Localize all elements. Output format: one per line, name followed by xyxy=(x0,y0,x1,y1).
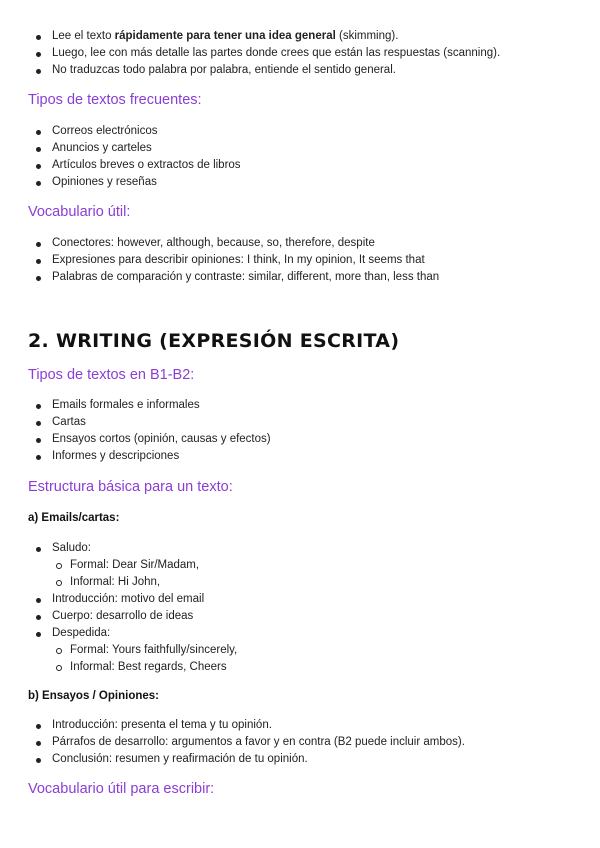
text-run: Despedida: xyxy=(52,627,111,639)
list-item: Correos electrónicos xyxy=(0,123,241,140)
vocabulary-list xyxy=(0,235,439,286)
list-item: Introducción: presenta el tema y tu opinión. xyxy=(0,717,465,734)
list-item xyxy=(0,45,500,62)
text-run: Saludo: xyxy=(52,542,92,554)
writing-text-types-list xyxy=(0,397,271,465)
list-item: Conectores: however, although, because, so, therefore, despite xyxy=(0,235,439,252)
list-item: Cuerpo: desarrollo de ideas xyxy=(0,608,237,625)
list-item: Conclusión: resumen y reafirmación de tu opinión. xyxy=(0,751,465,768)
text-run: Luego, lee con más detalle las partes donde crees que están las respuestas (scanning). xyxy=(52,47,501,59)
sublist-item: Informal: Hi John, xyxy=(0,574,237,591)
list-item xyxy=(0,625,237,676)
list-item: Ensayos cortos (opinión, causas y efectos) xyxy=(0,431,271,448)
section-heading: Vocabulario útil para escribir: xyxy=(28,781,215,797)
list-item: Emails formales e informales xyxy=(0,397,271,414)
reading-tips-list xyxy=(0,28,500,79)
list-item: Expresiones para describir opiniones: I think, In my opinion, It seems that xyxy=(0,252,439,269)
text-run: (skimming). xyxy=(335,30,399,42)
list-item: Párrafos de desarrollo: argumentos a favor y en contra (B2 puede incluir ambos). xyxy=(0,734,465,751)
essay-structure-list xyxy=(0,717,465,768)
list-item: Palabras de comparación y contraste: similar, different, more than, less than xyxy=(0,269,439,286)
subsection-heading: a) Emails/cartas: xyxy=(28,512,120,524)
list-item xyxy=(0,62,500,79)
text-types-list xyxy=(0,123,241,191)
section-heading: Vocabulario útil: xyxy=(28,204,131,220)
email-structure-list xyxy=(0,540,237,676)
greeting-sublist xyxy=(0,557,237,591)
text-run: No traduzcas todo palabra por palabra, entiende el sentido general. xyxy=(52,64,396,76)
sublist-item: Formal: Dear Sir/Madam, xyxy=(0,557,237,574)
sublist-item: Informal: Best regards, Cheers xyxy=(0,659,237,676)
list-item xyxy=(0,28,500,45)
bold-text: rápidamente para tener una idea general xyxy=(114,30,336,42)
list-item xyxy=(0,540,237,591)
section-heading: Tipos de textos frecuentes: xyxy=(28,92,202,108)
section-heading: Estructura básica para un texto: xyxy=(28,479,233,495)
list-item: Informes y descripciones xyxy=(0,448,271,465)
subsection-heading: b) Ensayos / Opiniones: xyxy=(28,690,159,702)
list-item: Anuncios y carteles xyxy=(0,140,241,157)
list-item: Cartas xyxy=(0,414,271,431)
list-item: Artículos breves o extractos de libros xyxy=(0,157,241,174)
list-item: Opiniones y reseñas xyxy=(0,174,241,191)
section-title: 2. WRITING (EXPRESIÓN ESCRITA) xyxy=(28,330,400,352)
section-heading: Tipos de textos en B1-B2: xyxy=(28,367,195,383)
list-item: Introducción: motivo del email xyxy=(0,591,237,608)
text-run: Lee el texto xyxy=(52,30,115,42)
closing-sublist xyxy=(0,642,237,676)
sublist-item: Formal: Yours faithfully/sincerely, xyxy=(0,642,237,659)
